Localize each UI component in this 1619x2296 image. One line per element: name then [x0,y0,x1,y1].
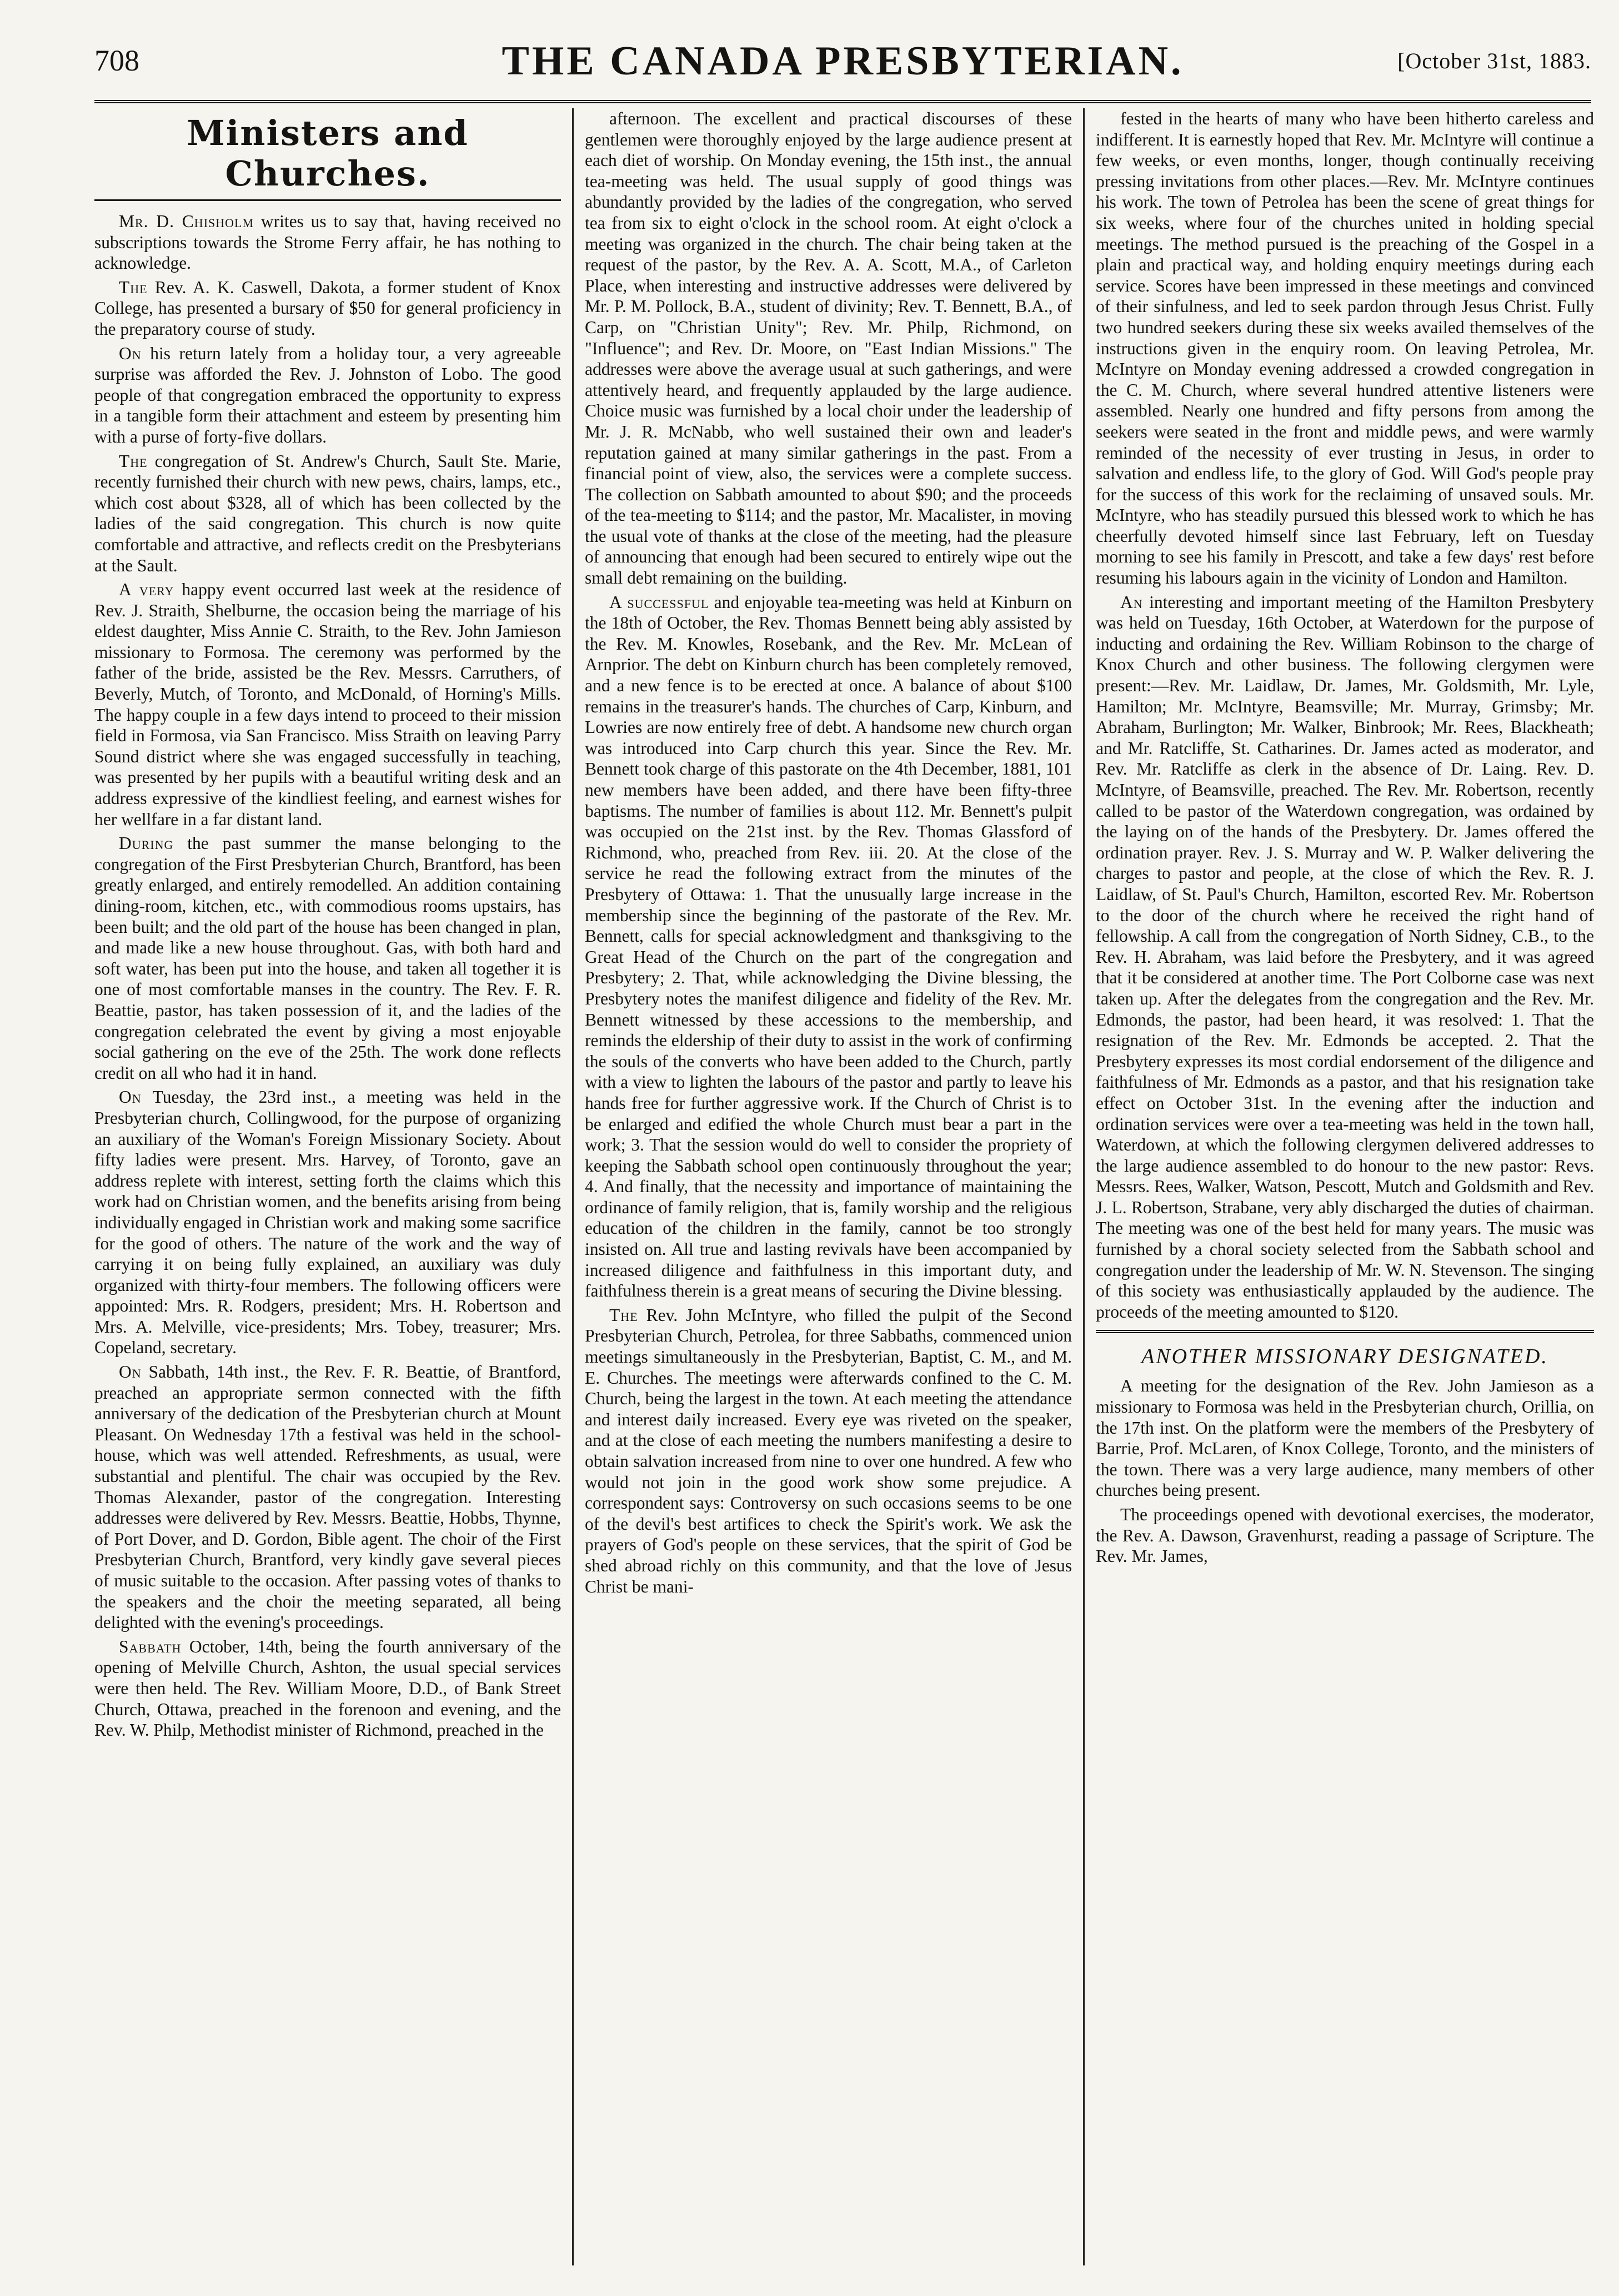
news-paragraph [94,211,561,274]
paragraph-lead: A very [119,580,174,600]
paragraph-text: The proceedings opened with devotional exercises, the moderator, the Rev. A. Dawson, Gravenhurst, reading a passage of Scripture. The Rev. Mr. James, [1096,1505,1594,1566]
paragraph-lead: Sabbath [119,1636,182,1656]
paragraph-text: Tuesday, the 23rd inst., a meeting was held in the Presbyterian church, Collingwood, for the purpose of organizing an auxiliary of the Woman's Foreign Missionary Society. About fifty ladies were present. Mrs. Harvey, of Toronto, gave an address replete with interest, setting forth the claims which this work had on Christian women, and the benefits arising from being individually engaged in Christian work and making some sacrifice for the good of others. The nature of the work and the way of carrying it on being fully explained, an auxiliary was duly organized with thirty-four members. The following officers were appointed: Mrs. R. Rodgers, president; Mrs. H. Robertson and Mrs. A. Melville, vice-presidents; Mrs. Tobey, treasurer; Mrs. Copeland, secretary. [94,1087,561,1358]
news-paragraph [585,108,1072,589]
paragraph-text: Sabbath, 14th inst., the Rev. F. R. Beattie, of Brantford, preached an appropriate sermon connected with the fifth anniversary of the dedication of the Presbyterian church at Mount Pleasant. On Wednesday 17th a festival was held in the school-house, which was well attended. Refreshments, as usual, were substantial and plentiful. The chair was occupied by the Rev. Thomas Alexander, pastor of the congregation. Interesting addresses were delivered by Rev. Messrs. Beattie, Hobbs, Thynne, of Port Dover, and D. Gordon, Bible agent. The choir of the First Presbyterian Church, Brantford, very kindly gave several pieces of music suitable to the occasion. After passing votes of thanks to the speakers and the choir the meeting separated, all being delighted with the evening's proceedings. [94,1362,561,1632]
paragraph-text: Rev. John McIntyre, who filled the pulpit of the Second Presbyterian Church, Petrolea, for three Sabbaths, commenced union meetings simultaneously in the Presbyterian, Baptist, C. M., and M. E. Churches. The meetings were afterwards confined to the C. M. Church, being the largest in the town. At each meeting the attendance and interest daily increased. Every eye was riveted on the speaker, and at the close of each meeting the numbers manifesting a desire to obtain salvation increased from nine to over one hundred. A few who would not join in the good work show some prejudice. A correspondent says: Controversy on such occasions seems to be one of the devil's best artifices to check the Spirit's work. We ask the prayers of God's people on these services, that the spirit of God be shed abroad richly on this community, and that the love of Jesus Christ be mani- [585,1305,1072,1596]
news-paragraph [94,1361,561,1633]
news-paragraph [94,833,561,1083]
column-3-body [1096,108,1594,1322]
paragraph-text: Rev. A. K. Caswell, Dakota, a former student of Knox College, has presented a bursary of $50 for general proficiency in the preparatory course of study. [94,277,561,339]
masthead [94,33,1591,103]
paragraph-lead: During [119,833,174,853]
column-3 [1083,108,1594,2265]
news-paragraph [1096,1504,1594,1567]
paragraph-text: the past summer the manse belonging to the congregation of the First Presbyterian Church, Brantford, has been greatly enlarged, and entirely remodelled. An addition containing dining-room, kitchen, etc., with commodious rooms upstairs, has been built; and the old part of the house has been changed in plan, and made like a new house throughout. Gas, with both hard and soft water, has been put into the house, and taken all together it is one of most comfortable manses in the country. The Rev. F. R. Beattie, pastor, has taken possession of it, and the ladies of the congregation celebrated the event by giving a most enjoyable social gathering on the eve of the 25th. The work done reflects credit on all who had it in hand. [94,833,561,1083]
news-paragraph [585,592,1072,1302]
article-2-body [1096,1375,1594,1566]
paragraph-lead: On [119,1362,142,1382]
column-2 [572,108,1083,2265]
paragraph-text: A meeting for the designation of the Rev. John Jamieson as a missionary to Formosa was held in the Presbyterian church, Orillia, on the 17th inst. On the platform were the members of the Presbytery of Barrie, Prof. McLaren, of Knox College, Toronto, and the ministers of the town. There was a very large audience, many members of other churches being present. [1096,1376,1594,1500]
news-paragraph [94,277,561,340]
news-paragraph [1096,108,1594,589]
paragraph-text: happy event occurred last week at the residence of Rev. J. Straith, Shelburne, the occasion being the marriage of his eldest daughter, Miss Annie C. Straith, to the Rev. John Jamieson missionary to Formosa. The ceremony was performed by the father of the bride, assisted be the Rev. Messrs. Carruthers, of Beverly, Mutch, of Toronto, and McDonald, of Horning's Mills. The happy couple in a few days intend to proceed to their mission field in Formosa, via San Francisco. Miss Straith on leaving Parry Sound district where she was engaged successfully in teaching, was presented by her pupils with a beautiful writing desk and an address expressive of the kindliest feeling, and earnest wishes for her wellfare in a far distant land. [94,580,562,829]
news-paragraph [94,1636,561,1741]
article-heading: ANOTHER MISSIONARY DESIGNATED. [1096,1330,1594,1369]
column-1 [94,108,572,2265]
column-2-body [585,108,1072,1597]
section-heading: Ministers and Churches. [94,113,561,201]
paragraph-text: his return lately from a holiday tour, a very agreeable surprise was afforded the Rev. J. Johnston of Lobo. The good people of that congregation embraced the opportunity to express in a tangible form their attachment and esteem by presenting him with a purse of forty-five dollars. [94,343,561,446]
paragraph-text: fested in the hearts of many who have been hitherto careless and indifferent. It is earnestly hoped that Rev. Mr. McIntyre will continue a few weeks, or even months, longer, though continually receiving pressing invitations from other places.—Rev. Mr. McIntyre continues his work. The town of Petrolea has been the scene of great things for six weeks, where four of the churches united in holding special meetings. The method pursued is the preaching of the Gospel in a plain and practical way, and holding enquiry meetings during each service. Scores have been impressed in these meetings and convinced of their sinfulness, and led to seek pardon through Jesus Christ. Fully two hundred seekers during these six weeks availed themselves of the instructions given in the enquiry room. On leaving Petrolea, Mr. McIntyre on Monday evening addressed a crowded congregation in the C. M. Church, where several hundred attentive listeners were assembled. Nearly one hundred and fifty persons from among the seekers were seated in the front and middle pews, and were warmly reminded of the necessity of ever trusting in Jesus, in order to salvation and endless life, to the glory of God. Will God's people pray for the success of this work for the reclaiming of unsaved souls. Mr. McIntyre, who has steadily pursued this blessed work to which he has cheerfully devoted himself since last February, left on Tuesday morning to see his family in Prescott, and take a few days' rest before resuming his labours again in the vicinity of London and Hamilton. [1096,109,1594,588]
column-1-body [94,211,561,1741]
news-paragraph [94,451,561,576]
paragraph-lead: On [119,343,142,363]
news-paragraph [585,1305,1072,1597]
paragraph-text: and enjoyable tea-meeting was held at Kinburn on the 18th of October, the Rev. Thomas Bennett being ably assisted by the Rev. M. Knowles, Rosebank, and the Rev. Mr. McLean of Arnprior. The debt on Kinburn church has been completely removed, and a new fence is to be erected at once. A balance of about $100 remains in the treasurer's hands. The churches of Carp, Kinburn, and Lowries are now entirely free of debt. A handsome new church organ was introduced into Carp church this year. Since the Rev. Mr. Bennett took charge of this pastorate on the 4th December, 1881, 101 new members have been added, and there have been fifty-three baptisms. The number of families is about 112. Mr. Bennett's pulpit was occupied on the 21st inst. by the Rev. Thomas Glassford of Richmond, who, preached from Rev. iii. 20. At the close of the service he read the following extract from the minutes of the Presbytery of Ottawa: 1. That the unusually large increase in the membership since the beginning of the pastorate of the Rev. Mr. Bennett, calls for special acknowledgment and thanksgiving to the Great Head of the Church on the part of the congregation and Presbytery; 2. That, while acknowledging the Divine blessing, the Presbytery notes the manifest diligence and fidelity of the Rev. Mr. Bennett witnessed by these accessions to the membership, and reminds the eldership of their duty to assist in the work of confirming the souls of the converts who have been added to the Church, partly with a view to lighten the labours of the pastor and partly to leave his hands free for further aggressive work. If the Church of Christ is to be enlarged and edified the whole Church must bear a part in the work; 3. That the session would do well to consider the propriety of keeping the Sabbath school open continuously throughout the year; 4. And finally, that the necessity and importance of maintaining the ordinance of family religion, that is, family worship and the religious education of the children in the family, cannot be too strongly insisted on. All true and lasting revivals have been accompanied by increased diligence and faithfulness in this important duty, and faithfulness therein is a great means of securing the Divine blessing. [585,592,1072,1301]
page-number: 708 [94,44,139,77]
paragraph-lead: A successful [609,592,709,612]
issue-date: [October 31st, 1883. [1397,48,1591,73]
paragraph-lead: Mr. D. Chisholm [119,212,254,231]
newspaper-title: THE CANADA PRESBYTERIAN. [502,38,1184,84]
paragraph-lead: The [119,451,148,471]
news-paragraph [94,1087,561,1358]
paragraph-text: writes us to say that, having received no subscriptions towards the Strome Ferry affair, he has nothing to acknowledge. [94,212,561,273]
paragraph-text: October, 14th, being the fourth anniversary of the opening of Melville Church, Ashton, the usual special services were then held. The Rev. William Moore, D.D., of Bank Street Church, Ottawa, preached in the forenoon and evening, and the Rev. W. Philp, Methodist minister of Richmond, preached in the [94,1636,561,1740]
article-columns [94,108,1594,2265]
paragraph-lead: An [1120,592,1143,612]
paragraph-lead: On [119,1087,142,1107]
paragraph-lead: The [609,1305,638,1325]
news-paragraph [94,343,561,448]
paragraph-text: interesting and important meeting of the Hamilton Presbytery was held on Tuesday, 16th October, at Waterdown for the purpose of inducting and ordaining the Rev. William Robinson to the charge of Knox Church and other business. The following clergymen were present:—Rev. Mr. Laidlaw, Dr. James, Mr. Goldsmith, Mr. Lyle, Hamilton; Mr. McIntyre, Beamsville; Mr. Murray, Grimsby; Mr. Abraham, Burlington; Mr. Walker, Binbrook; Mr. Rees, Blackheath; and Mr. Ratcliffe, St. Catharines. Dr. James acted as moderator, and Rev. Mr. Ratcliffe as clerk in the absence of Dr. Laing. Rev. D. McIntyre, of Beamsville, preached. The Rev. Mr. Robertson, recently called to be pastor of the Waterdown congregation, was ordained by the laying on of the hands of the Presbytery. Dr. James offered the ordination prayer. Rev. J. S. Murray and W. P. Walker delivering the charges to pastor and people, at the close of which the Rev. R. J. Laidlaw, of St. Paul's Church, Hamilton, escorted Rev. Mr. Robertson to the door of the church where he received the right hand of fellowship. A call from the congregation of North Sidney, C.B., to the Rev. H. Abraham, was laid before the Presbytery, and it was agreed that it be considered at another time. The Port Colborne case was next taken up. After the delegates from the congregation and the Rev. Mr. Edmonds, the pastor, had been heard, it was resolved: 1. That the resignation of the Rev. Mr. Edmonds be accepted. 2. That the Presbytery expresses its most cordial endorsement of the diligence and faithfulness of Mr. Edmonds as a pastor, and that his resignation take effect on October 31st. In the evening after the induction and ordination services were over a tea-meeting was held in the town hall, Waterdown, at which the following clergymen delivered addresses to the large audience assembled to do honour to the new pastor: Revs. Messrs. Rees, Walker, Watson, Pescott, Mutch and Goldsmith and Rev. J. L. Robertson, Strabane, very ably discharged the duties of chairman. The meeting was one of the best held for many years. The music was furnished by a choral society selected from the Sabbath school and congregation under the leadership of Mr. W. N. Stevenson. The singing of this society was enthusiastically applauded by the audience. The proceeds of the meeting amounted to $120. [1096,592,1594,1322]
paragraph-text: congregation of St. Andrew's Church, Sault Ste. Marie, recently furnished their church with new pews, chairs, lamps, etc., which cost about $328, all of which has been collected by the ladies of the said congregation. This church is now quite comfortable and attractive, and reflects credit on the Presbyterians at the Sault. [94,451,561,575]
paragraph-lead: The [119,277,148,297]
news-paragraph [1096,1375,1594,1501]
news-paragraph [94,579,561,830]
paragraph-text: afternoon. The excellent and practical discourses of these gentlemen were thoroughly enjoyed by the large audience present at each diet of worship. On Monday evening, the 15th inst., the annual tea-meeting was held. The usual supply of good things was abundantly provided by the ladies of the congregation, who served tea from six to eight o'clock in the school room. At eight o'clock a meeting was organized in the church. The chair being taken at the request of the pastor, by the Rev. A. A. Scott, M.A., of Carleton Place, when interesting and instructive addresses were delivered by Mr. P. M. Pollock, B.A., student of divinity; Rev. T. Bennett, B.A., of Carp, on "Christian Unity"; Rev. Mr. Philp, Richmond, on "Influence"; and Rev. Dr. Moore, on "East Indian Missions." The addresses were above the average usual at such gatherings, and were attentively heard, and frequently applauded by the large audience. Choice music was furnished by a local choir under the leadership of Mr. J. R. McNabb, who well sustained their own and leader's reputation gained at many similar gatherings in the past. From a financial point of view, also, the services were a complete success. The collection on Sabbath amounted to about $90; and the proceeds of the tea-meeting to $114; and the pastor, Mr. Macalister, in moving the usual vote of thanks at the close of the meeting, had the pleasure of announcing that enough had been secured to entirely wipe out the small debt remaining on the building. [585,109,1072,588]
news-paragraph [1096,592,1594,1323]
